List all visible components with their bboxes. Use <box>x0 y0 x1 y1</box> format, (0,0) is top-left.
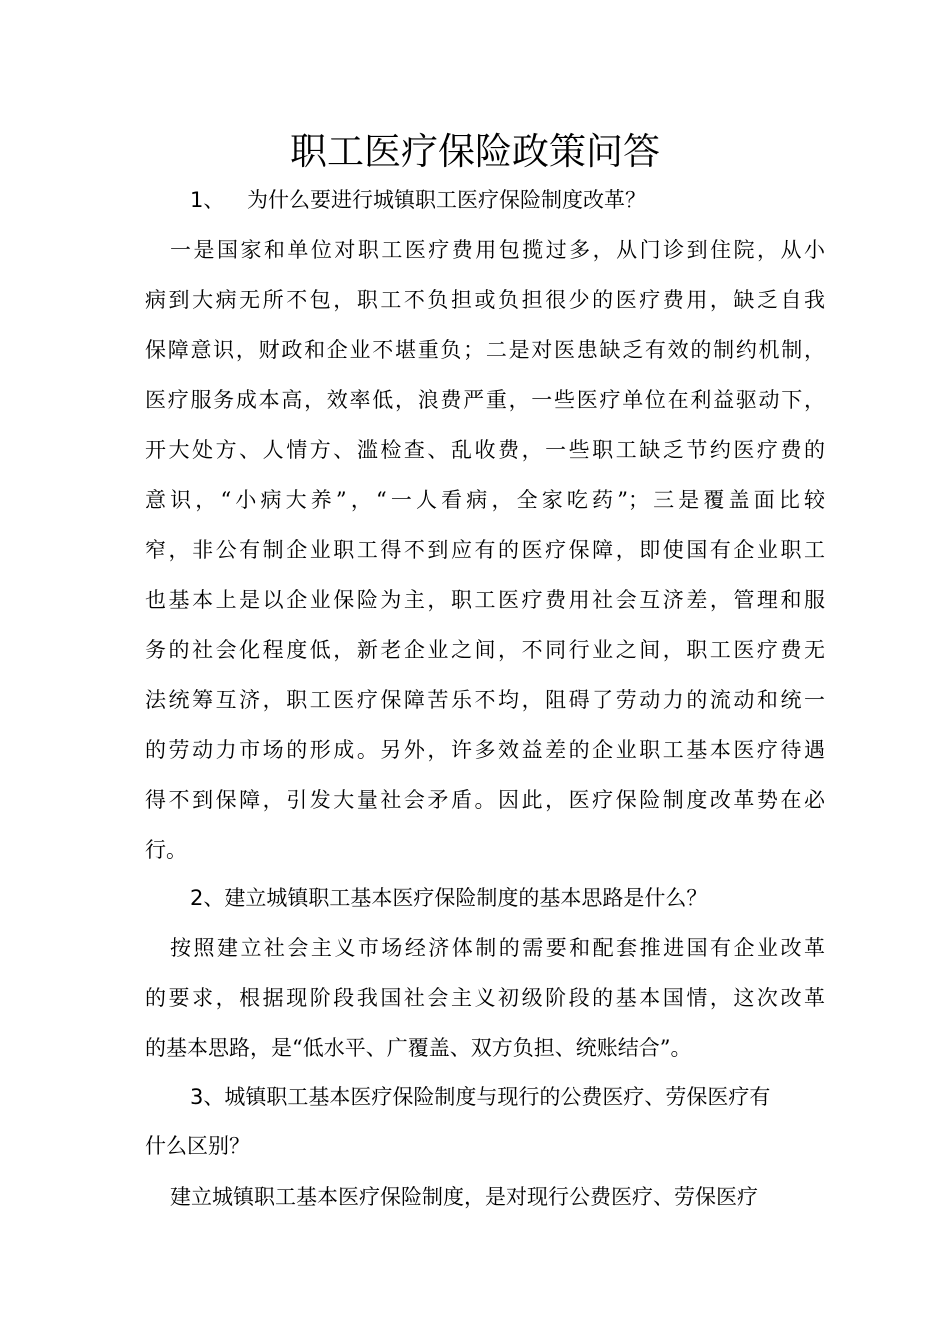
answer-1-line: 也基本上是以企业保险为主，职工医疗费用社会互济差，管理和服 <box>145 588 825 612</box>
answer-1-line: 医疗服务成本高，效率低，浪费严重，一些医疗单位在利益驱动下， <box>145 388 825 412</box>
answer-1-line: 保障意识，财政和企业不堪重负；二是对医患缺乏有效的制约机制， <box>145 338 825 362</box>
answer-1-line: 法统筹互济，职工医疗保障苦乐不均，阻碍了劳动力的流动和统一 <box>145 688 825 712</box>
question-3-heading: 3、城镇职工基本医疗保险制度与现行的公费医疗、劳保医疗有 <box>190 1085 771 1109</box>
answer-3-line: 建立城镇职工基本医疗保险制度，是对现行公费医疗、劳保医疗 <box>170 1185 758 1209</box>
question-1-number: 1、 <box>190 188 225 212</box>
answer-1-line: 开大处方、人情方、滥检查、乱收费，一些职工缺乏节约医疗费的 <box>145 438 825 462</box>
answer-1-line: 得不到保障，引发大量社会矛盾。因此，医疗保险制度改革势在必 <box>145 788 825 812</box>
document-title: 职工医疗保险政策问答 <box>290 130 660 173</box>
answer-1-line: 意识，“小病大养”，“一人看病，全家吃药”；三是覆盖面比较 <box>145 488 825 512</box>
answer-1-line: 一是国家和单位对职工医疗费用包揽过多，从门诊到住院，从小 <box>170 238 825 262</box>
answer-1-line: 的劳动力市场的形成。另外，许多效益差的企业职工基本医疗待遇 <box>145 738 825 762</box>
answer-2-line: 的基本思路，是“低水平、广覆盖、双方负担、统账结合”。 <box>145 1036 692 1060</box>
answer-1-line: 窄，非公有制企业职工得不到应有的医疗保障，即使国有企业职工 <box>145 538 825 562</box>
answer-1-line: 行。 <box>145 838 187 862</box>
question-3-heading-continued: 什么区别？ <box>145 1134 250 1158</box>
answer-2-line: 的要求，根据现阶段我国社会主义初级阶段的基本国情，这次改革 <box>145 986 825 1010</box>
answer-1-line: 病到大病无所不包，职工不负担或负担很少的医疗费用，缺乏自我 <box>145 288 825 312</box>
question-1-heading: 为什么要进行城镇职工医疗保险制度改革？ <box>247 188 646 212</box>
question-2-heading: 2、建立城镇职工基本医疗保险制度的基本思路是什么？ <box>190 886 708 910</box>
answer-2-line: 按照建立社会主义市场经济体制的需要和配套推进国有企业改革 <box>170 936 825 960</box>
answer-1-line: 务的社会化程度低，新老企业之间，不同行业之间，职工医疗费无 <box>145 638 825 662</box>
